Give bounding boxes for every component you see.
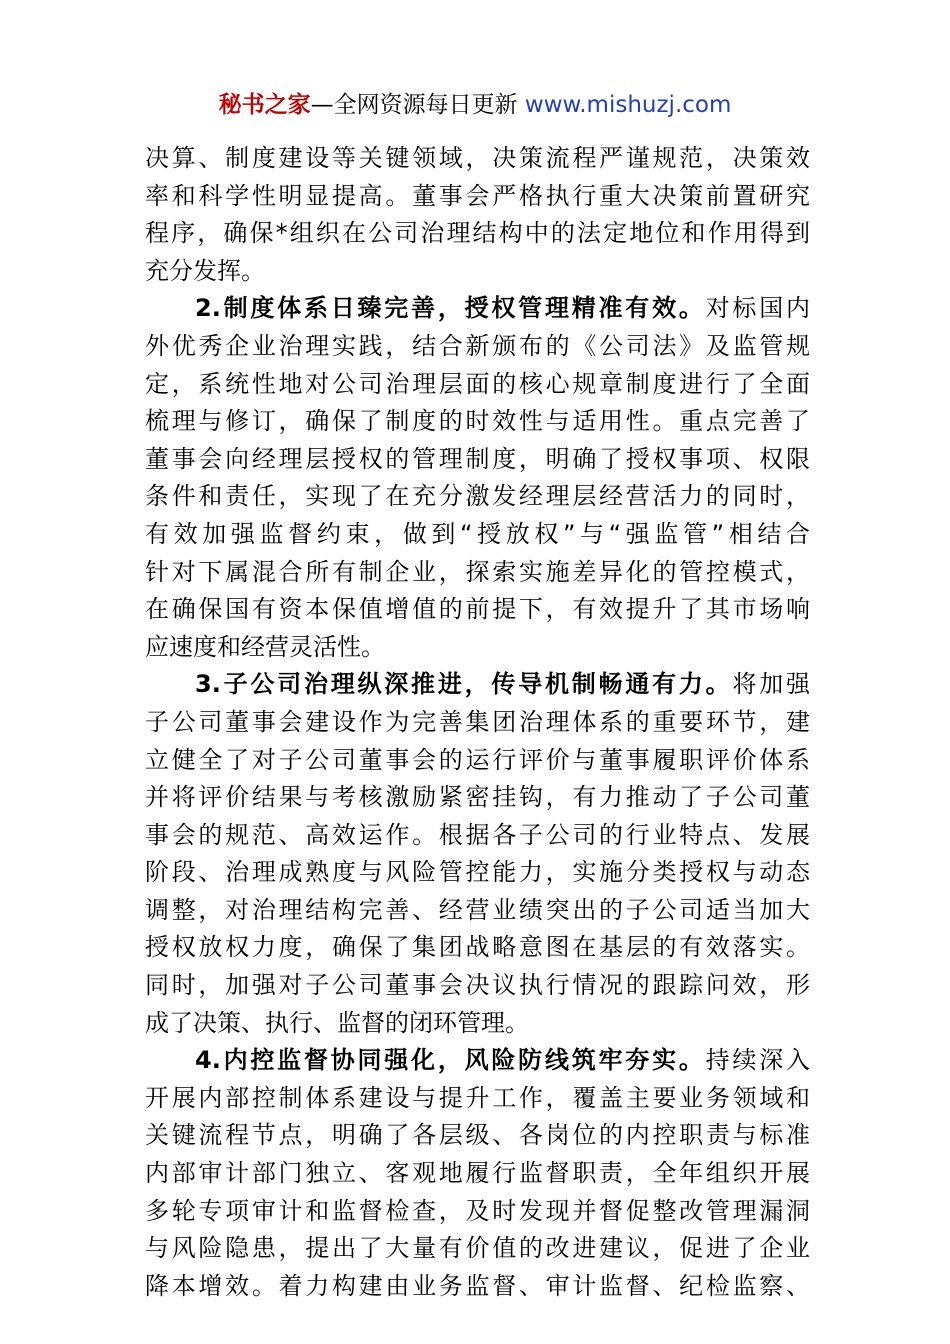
- text-line: 董事会向经理层授权的管理制度，明确了授权事项、权限: [145, 444, 810, 473]
- text-line: 立健全了对子公司董事会的运行评价与董事履职评价体系: [145, 745, 810, 774]
- text-line: 程序，确保*组织在公司治理结构中的法定地位和作用得到: [145, 219, 810, 248]
- text-line: 关键流程节点，明确了各层级、各岗位的内控职责与标准: [145, 1121, 810, 1150]
- text-line: 充分发挥。: [145, 256, 265, 285]
- text-line: 外优秀企业治理实践，结合新颁布的《公司法》及监管规: [145, 331, 810, 360]
- text-line: 内部审计部门独立、客观地履行监督职责，全年组织开展: [145, 1159, 810, 1188]
- text-line: 多轮专项审计和监督检查，及时发现并督促整改管理漏洞: [145, 1196, 810, 1225]
- text-line: 同时，加强对子公司董事会决议执行情况的跟踪问效，形: [145, 971, 810, 1000]
- section-heading-line: 2.制度体系日臻完善，授权管理精准有效。对标国内: [195, 294, 810, 323]
- section-heading-line: 4.内控监督协同强化，风险防线筑牢夯实。持续深入: [195, 1046, 810, 1075]
- section-heading-line: 3.子公司治理纵深推进，传导机制畅通有力。将加强: [195, 670, 810, 699]
- text-line: 子公司董事会建设作为完善集团治理体系的重要环节，建: [145, 707, 810, 736]
- text-line: 阶段、治理成熟度与风险管控能力，实施分类授权与动态: [145, 858, 810, 887]
- site-brand: 秘书之家: [218, 92, 311, 118]
- site-header: [0, 88, 950, 122]
- text-line: 决算、制度建设等关键领域，决策流程严谨规范，决策效: [145, 144, 810, 172]
- text-line: 与风险隐患，提出了大量有价值的改进建议，促进了企业: [145, 1234, 810, 1263]
- text-line: 有效加强监督约束，做到“授放权”与“强监管”相结合: [145, 519, 810, 548]
- section-heading: 3.子公司治理纵深推进，传导机制畅通有力。: [195, 670, 733, 699]
- text-line: 梳理与修订，确保了制度的时效性与适用性。重点完善了: [145, 407, 810, 436]
- text-line: 在确保国有资本保值增值的前提下，有效提升了其市场响: [145, 595, 810, 624]
- text-line: 条件和责任，实现了在充分激发经理层经营活力的同时，: [145, 482, 810, 511]
- text-line: 调整，对治理结构完善、经营业绩突出的子公司适当加大: [145, 895, 810, 924]
- text-line: 并将评价结果与考核激励紧密挂钩，有力推动了子公司董: [145, 783, 810, 812]
- text-line: 定，系统性地对公司治理层面的核心规章制度进行了全面: [145, 369, 810, 398]
- text-line: 降本增效。着力构建由业务监督、审计监督、纪检监察、: [145, 1271, 810, 1300]
- text-line: 开展内部控制体系建设与提升工作，覆盖主要业务领域和: [145, 1083, 810, 1112]
- text-line: 成了决策、执行、监督的闭环管理。: [145, 1008, 529, 1037]
- section-heading: 4.内控监督协同强化，风险防线筑牢夯实。: [195, 1046, 706, 1075]
- section-heading: 2.制度体系日臻完善，授权管理精准有效。: [195, 294, 706, 323]
- site-url-link[interactable]: www.mishuzj.com: [524, 92, 732, 118]
- text-line: 事会的规范、高效运作。根据各子公司的行业特点、发展: [145, 820, 810, 849]
- site-tagline: —全网资源每日更新: [310, 92, 525, 118]
- text-line: 授权放权力度，确保了集团战略意图在基层的有效落实。: [145, 933, 810, 962]
- document-body: [145, 140, 810, 1305]
- text-line: 针对下属混合所有制企业，探索实施差异化的管控模式，: [145, 557, 810, 586]
- text-line: 率和科学性明显提高。董事会严格执行重大决策前置研究: [145, 181, 810, 210]
- text-line: 应速度和经营灵活性。: [145, 632, 385, 661]
